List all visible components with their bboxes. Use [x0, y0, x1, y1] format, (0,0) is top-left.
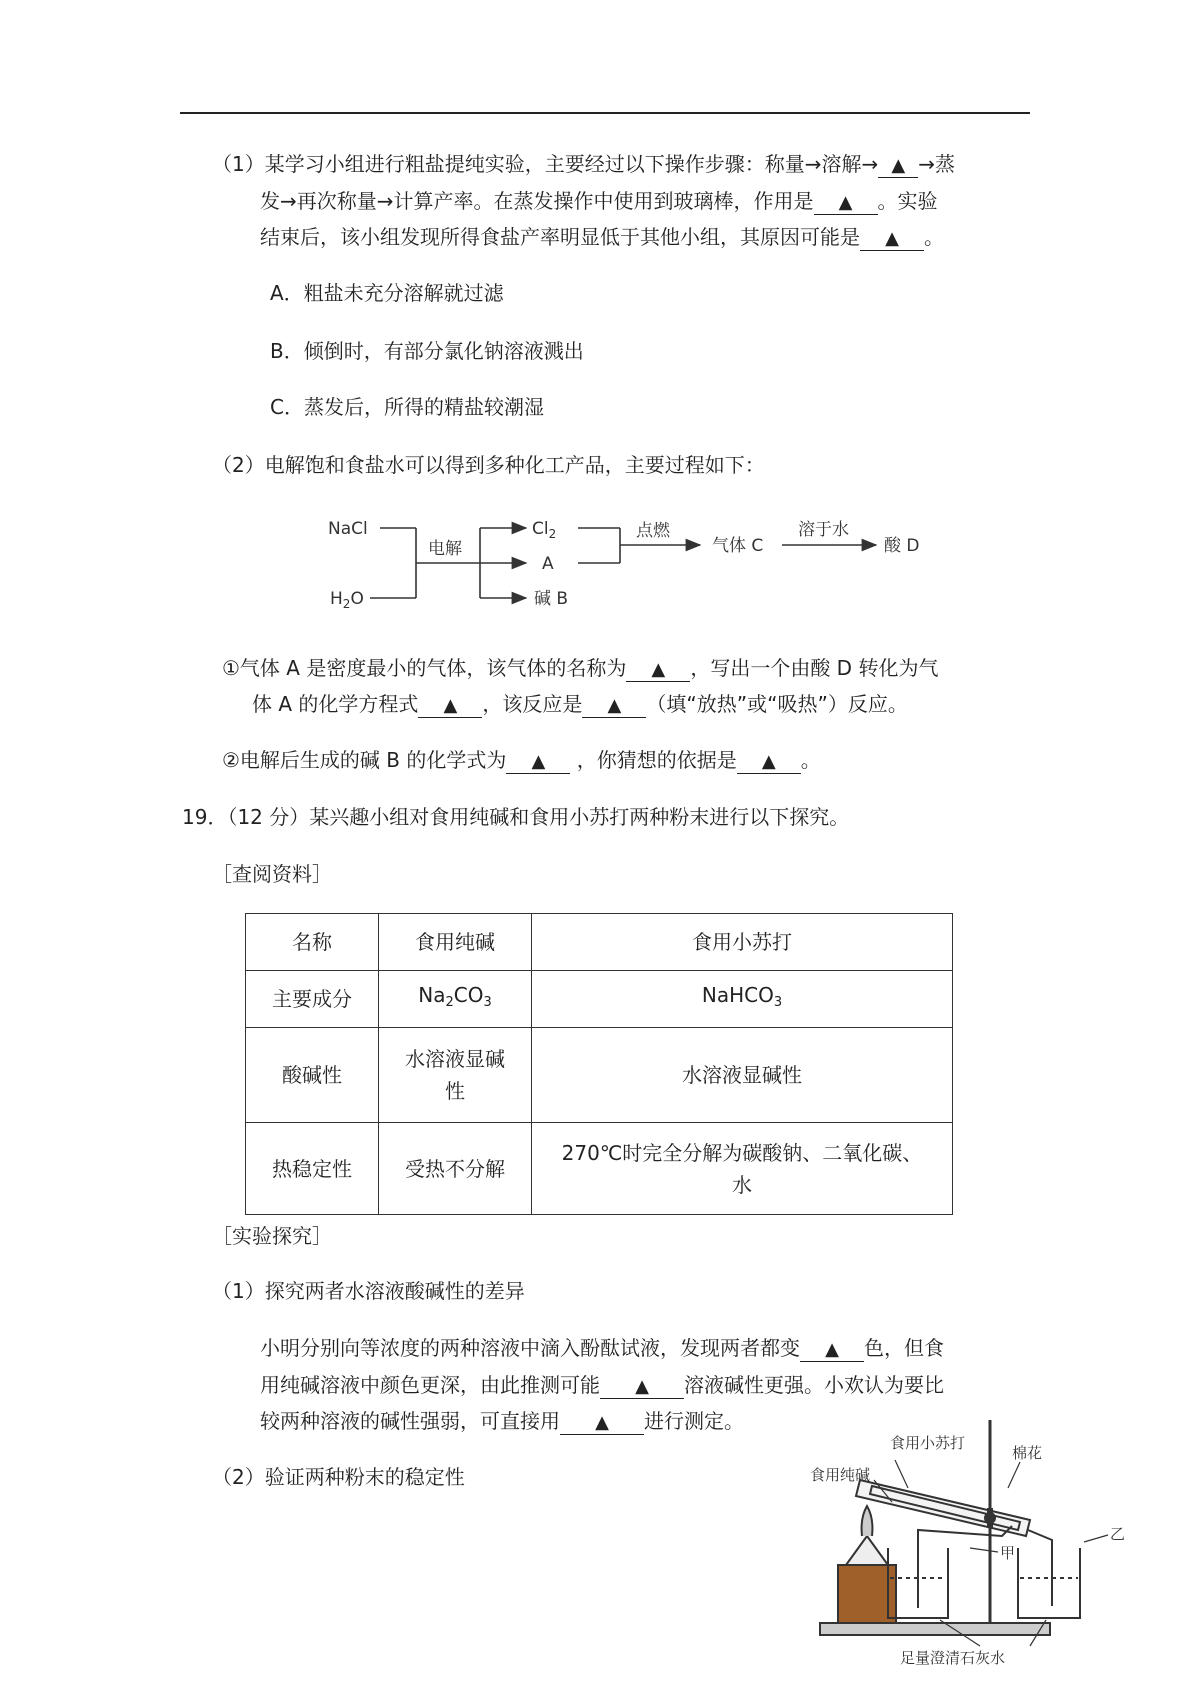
nacl-label: NaCl: [328, 519, 368, 539]
label-baking-soda: 食用小苏打: [890, 1434, 966, 1452]
table-row: [246, 914, 953, 971]
table-row: [246, 1028, 953, 1123]
answer-blank[interactable]: ▲: [626, 657, 690, 682]
part1-title: （1）探究两者水溶液酸碱性的差异: [212, 1279, 525, 1303]
exp-heading: ［实验探究］: [212, 1224, 332, 1248]
part1-line-3: 较两种溶液的碱性强弱，可直接用 ▲ 进行测定。: [260, 1409, 744, 1433]
electrolysis-flow-diagram: [320, 510, 940, 615]
option-c: C．蒸发后，所得的精盐较潮湿: [270, 395, 544, 419]
label-yi: 乙: [1110, 1525, 1126, 1543]
table-cell: 270℃时完全分解为碳酸钠、二氧化碳、 水: [532, 1123, 953, 1215]
q1-line-1: （1）某学习小组进行粗盐提纯实验，主要经过以下操作步骤：称量→溶解→ ▲ →蒸: [212, 152, 956, 176]
table-cell: NaHCO$_3$: [532, 971, 953, 1028]
q2-sub1-line-2: 体 A 的化学方程式 ▲ ，该反应是 ▲ （填“放热”或“吸热”）反应。: [252, 692, 908, 716]
ignite-label: 点燃: [636, 521, 670, 541]
label-cotton: 棉花: [1012, 1444, 1043, 1462]
header-rule: [180, 112, 1030, 114]
gas-c-label: 气体 C: [712, 536, 764, 556]
delivery-tube-jia: [918, 1526, 1012, 1608]
reference-table: [245, 913, 953, 1215]
table-cell: 水溶液显碱 性: [379, 1028, 532, 1123]
stand-base: [820, 1623, 1050, 1635]
table-cell: $Na_2CO_3$: [379, 971, 532, 1028]
table-header-name: 名称: [246, 914, 379, 971]
table-cell: 热稳定性: [246, 1123, 379, 1215]
label-limewater: 足量澄清石灰水: [900, 1649, 1006, 1667]
answer-blank[interactable]: ▲: [800, 1337, 864, 1362]
answer-blank[interactable]: ▲: [737, 749, 801, 774]
label-soda: 食用纯碱: [810, 1466, 871, 1484]
q2-sub1-line-1: ①气体 A 是密度最小的气体，该气体的名称为 ▲ ，写出一个由酸 D 转化为气: [222, 656, 939, 680]
acid-d-label: 酸 D: [884, 536, 920, 556]
q2-sub2: ②电解后生成的碱 B 的化学式为 ▲ ，你猜想的依据是 ▲ 。: [222, 748, 821, 772]
answer-blank[interactable]: ▲: [418, 693, 482, 718]
apparatus-figure: [790, 1418, 1130, 1680]
table-header-soda: 食用纯碱: [379, 914, 532, 971]
label-jia: 甲: [1000, 1544, 1016, 1562]
beaker-yi: [1018, 1548, 1080, 1618]
q2-intro: （2）电解饱和食盐水可以得到多种化工产品，主要过程如下：: [212, 453, 765, 477]
h2o-label: $H_2O$: [330, 589, 364, 611]
table-row: [246, 971, 953, 1028]
clamp-knob: [985, 1513, 995, 1523]
option-a: A．粗盐未充分溶解就过滤: [270, 281, 504, 305]
answer-blank[interactable]: ▲: [582, 693, 646, 718]
answer-blank[interactable]: ▲: [814, 190, 878, 215]
answer-blank[interactable]: ▲: [860, 226, 924, 251]
part1-line-2: 用纯碱溶液中颜色更深，由此推测可能 ▲ 溶液碱性更强。小欢认为要比: [260, 1373, 944, 1397]
answer-blank[interactable]: ▲: [506, 749, 570, 774]
table-cell: 主要成分: [246, 971, 379, 1028]
dissolve-label: 溶于水: [798, 520, 849, 540]
alcohol-lamp: [846, 1536, 888, 1565]
table-cell: 受热不分解: [379, 1123, 532, 1215]
option-b: B．倾倒时，有部分氯化钠溶液溅出: [270, 339, 584, 363]
ref-heading: ［查阅资料］: [212, 862, 332, 886]
table-cell: 水溶液显碱性: [532, 1028, 953, 1123]
a-label: A: [542, 554, 554, 574]
leader-line: [1008, 1462, 1020, 1488]
base-b-label: 碱 B: [534, 589, 569, 609]
electrolysis-label: 电解: [428, 539, 462, 559]
table-row: [246, 1123, 953, 1215]
flame: [862, 1506, 873, 1536]
table-cell: 酸碱性: [246, 1028, 379, 1123]
part2-title: （2）验证两种粉末的稳定性: [212, 1465, 465, 1489]
leader-line: [895, 1460, 908, 1488]
table-header-baking: 食用小苏打: [532, 914, 953, 971]
answer-blank[interactable]: ▲: [560, 1410, 644, 1435]
part1-line-1: 小明分别向等浓度的两种溶液中滴入酚酞试液，发现两者都变 ▲ 色，但食: [260, 1336, 944, 1360]
q1-line-3: 结束后，该小组发现所得食盐产率明显低于其他小组，其原因可能是 ▲ 。: [260, 225, 944, 249]
answer-blank[interactable]: ▲: [878, 153, 918, 178]
delivery-tube-yi: [1028, 1530, 1052, 1606]
leader-line: [1084, 1535, 1108, 1542]
answer-blank[interactable]: ▲: [600, 1374, 684, 1399]
leader-line: [970, 1548, 998, 1552]
cl2-label: $Cl_2$: [532, 519, 557, 541]
q19-title: 19．（12 分）某兴趣小组对食用纯碱和食用小苏打两种粉末进行以下探究。: [182, 805, 850, 829]
q1-line-2: 发→再次称量→计算产率。在蒸发操作中使用到玻璃棒，作用是 ▲ 。实验: [260, 189, 938, 213]
